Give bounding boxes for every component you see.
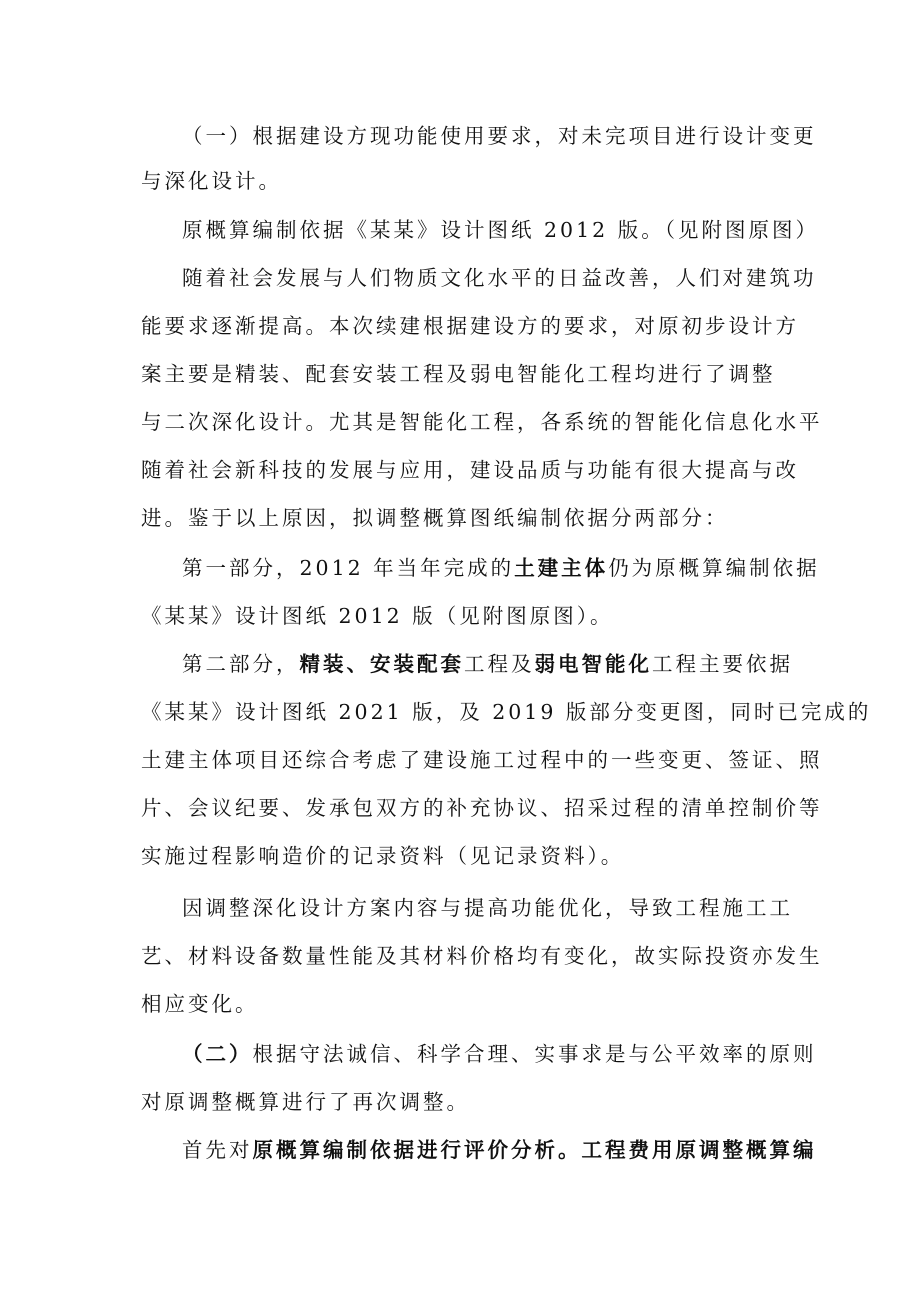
- paragraph-7-bold-heading: （二）: [182, 1042, 253, 1066]
- paragraph-5-line-2: 《某某》设计图纸 2021 版，及 2019 版部分变更图，同时已完成的: [141, 700, 872, 724]
- paragraph-5-text-c: 工程及: [464, 652, 535, 676]
- paragraph-4-bold-civil: 土建主体: [514, 556, 609, 580]
- paragraph-5-line-4: 片、会议纪要、发承包双方的补充协议、招采过程的清单控制价等: [141, 796, 823, 820]
- paragraph-4-text-c: 仍为原概算编制依据: [608, 556, 820, 580]
- paragraph-4-line-2: 《某某》设计图纸 2012 版（见附图原图）。: [141, 604, 614, 628]
- paragraph-8-bold-basis: 原概算编制依据进行评价分析。工程费用原调整概算编: [252, 1138, 817, 1162]
- paragraph-3-line-3: 案主要是精装、配套安装工程及弱电智能化工程均进行了调整: [141, 362, 776, 386]
- paragraph-5-line-3: 土建主体项目还综合考虑了建设施工过程中的一些变更、签证、照: [141, 748, 823, 772]
- paragraph-5-line-5: 实施过程影响造价的记录资料（见记录资料）。: [141, 844, 625, 868]
- paragraph-7-line-1: [182, 1039, 817, 1069]
- paragraph-6-line-2: 艺、材料设备数量性能及其材料价格均有变化，故实际投资亦发生: [141, 944, 823, 968]
- paragraph-5-text-e: 工程主要依据: [652, 652, 793, 676]
- paragraph-3-line-6: 进。鉴于以上原因，拟调整概算图纸编制依据分两部分：: [141, 506, 729, 530]
- paragraph-7-line-2: 对原调整概算进行了再次调整。: [141, 1090, 470, 1114]
- paragraph-3-line-5: 随着社会新科技的发展与应用，建设品质与功能有很大提高与改: [141, 458, 799, 482]
- paragraph-1-line-2: 与深化设计。: [141, 169, 282, 193]
- paragraph-8-line-1: [182, 1135, 817, 1165]
- paragraph-5-text-a: 第二部分，: [182, 652, 300, 676]
- paragraph-5-line-1: [182, 649, 793, 679]
- paragraph-2-line-1: 原概算编制依据《某某》设计图纸 2012 版。（见附图原图）: [182, 218, 819, 242]
- paragraph-3-line-1: 随着社会发展与人们物质文化水平的日益改善，人们对建筑功: [182, 266, 817, 290]
- paragraph-6-line-3: 相应变化。: [141, 992, 259, 1016]
- paragraph-3-line-4: 与二次深化设计。尤其是智能化工程，各系统的智能化信息化水平: [141, 410, 823, 434]
- paragraph-4-line-1: [182, 553, 820, 583]
- paragraph-3-line-2: 能要求逐渐提高。本次续建根据建设方的要求，对原初步设计方: [141, 314, 799, 338]
- paragraph-8-text-a: 首先对: [182, 1138, 253, 1162]
- paragraph-1-line-1: （一）根据建设方现功能使用要求，对未完项目进行设计变更: [182, 124, 817, 148]
- paragraph-5-bold-intelligent: 弱电智能化: [534, 652, 652, 676]
- paragraph-6-line-1: 因调整深化设计方案内容与提高功能优化，导致工程施工工: [182, 896, 793, 920]
- paragraph-4-text-a: 第一部分，2012 年当年完成的: [182, 556, 515, 580]
- paragraph-5-bold-decoration: 精装、安装配套: [299, 652, 464, 676]
- paragraph-7-text-b: 根据守法诚信、科学合理、实事求是与公平效率的原则: [252, 1042, 817, 1066]
